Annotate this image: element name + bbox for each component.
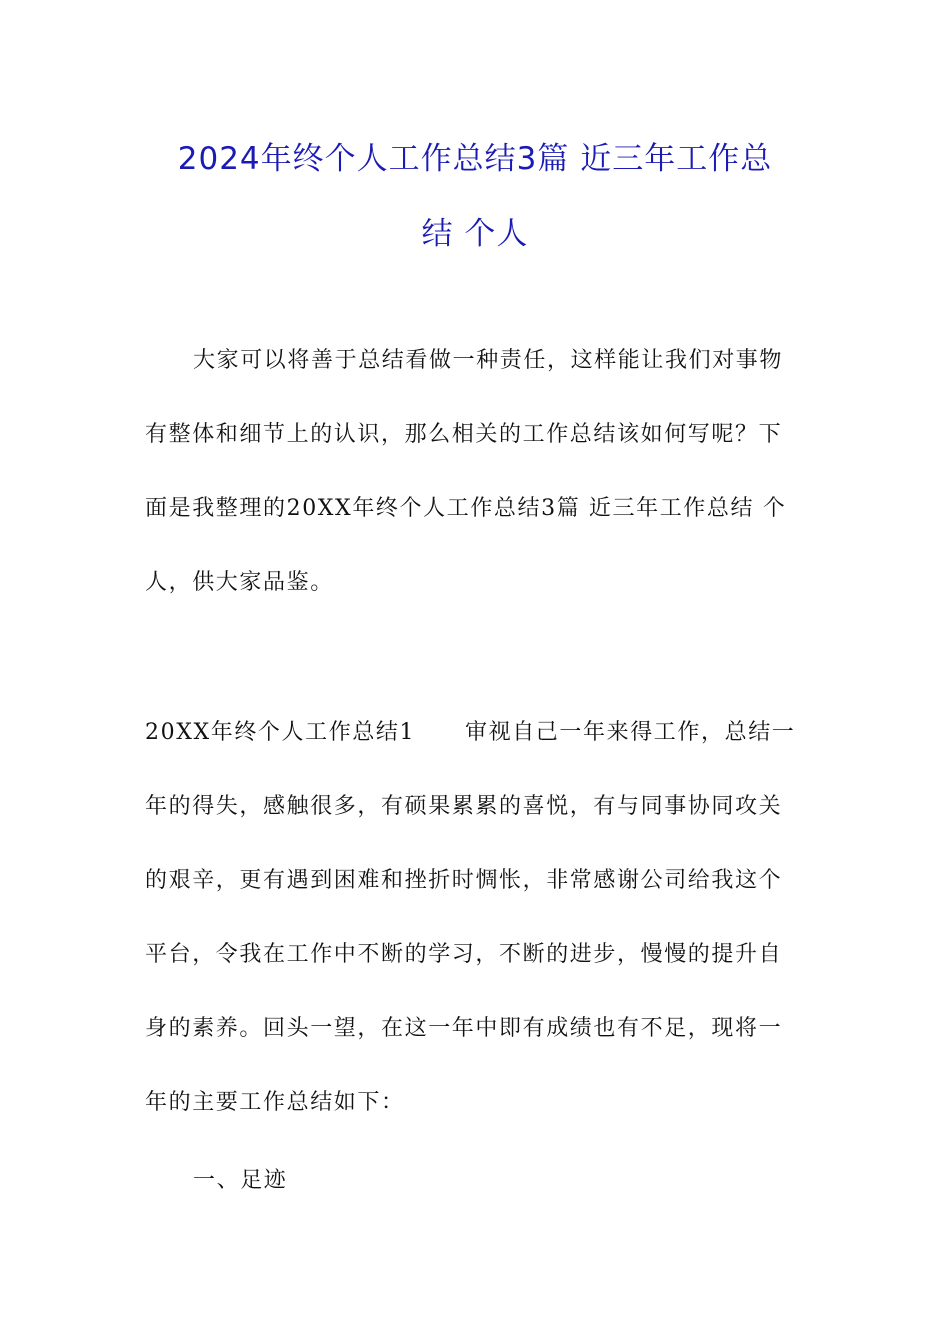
intro-paragraph-line-3: 面是我整理的20XX年终个人工作总结3篇 近三年工作总结 个 [145,496,787,521]
document-title-line-2: 结 个人 [421,216,529,252]
subsection-heading: 一、足迹 [193,1168,288,1193]
section-heading: 20XX年终个人工作总结1 [145,720,416,745]
intro-paragraph-line-4: 人，供大家品鉴。 [145,570,334,595]
intro-paragraph-line-2: 有整体和细节上的认识，那么相关的工作总结该如何写呢？下 [145,422,783,447]
section-paragraph-line-4: 平台，令我在工作中不断的学习，不断的进步，慢慢的提升自 [145,942,783,967]
section-paragraph-line-5: 身的素养。回头一望，在这一年中即有成绩也有不足，现将一 [145,1016,783,1041]
section-paragraph-line-6: 年的主要工作总结如下： [145,1090,405,1115]
intro-paragraph-line-1: 大家可以将善于总结看做一种责任，这样能让我们对事物 [193,348,784,373]
section-paragraph-line-1: 审视自己一年来得工作，总结一 [465,720,796,745]
section-paragraph-line-3: 的艰辛，更有遇到困难和挫折时惆怅，非常感谢公司给我这个 [145,868,783,893]
section-paragraph-line-2: 年的得失，感触很多，有硕果累累的喜悦，有与同事协同攻关 [145,794,783,819]
document-title-line-1: 2024年终个人工作总结3篇 近三年工作总 [177,141,773,177]
